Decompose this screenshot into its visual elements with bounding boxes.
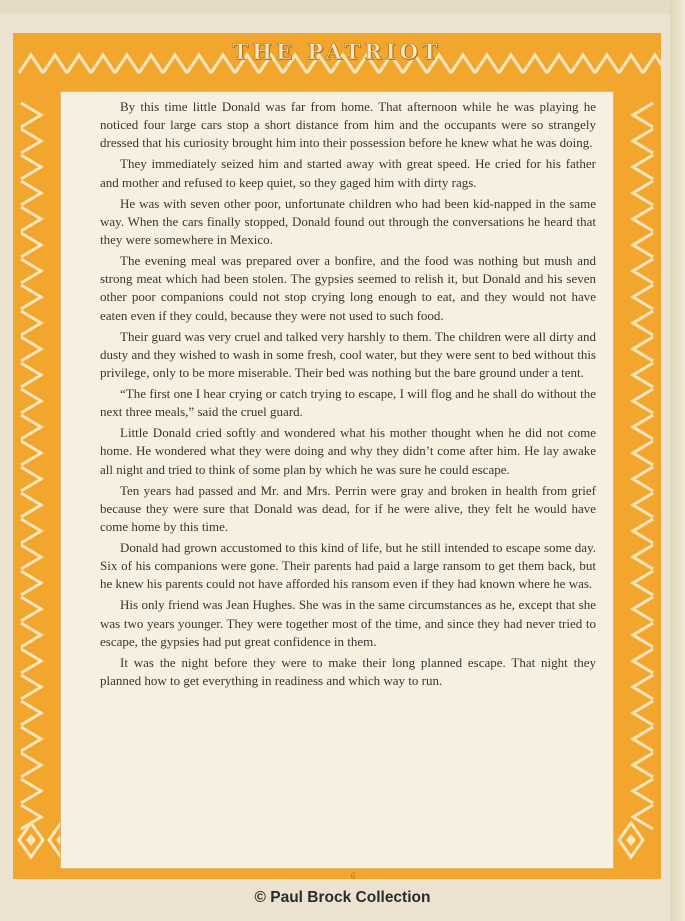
border-chevron: [21, 311, 41, 335]
paragraph: He was with seven other poor, unfortunate children who had been kid-napped in the same way. When the cars finally stopped, Donald found out through the conversations he heard that they were somewhere in Mexico.: [100, 195, 596, 248]
border-chevron: [21, 649, 41, 673]
border-chevron: [633, 649, 653, 673]
border-chevron: [21, 779, 41, 803]
paragraph: The evening meal was prepared over a bonfire, and the food was nothing but mush and strong meat which had been stolen. The gypsies seemed to relish it, but Donald and his seven other poor companions could not stop crying long enough to eat, and they would not have eaten even if they could, because they were not used to such food.: [100, 253, 596, 323]
border-chevron: [633, 441, 653, 465]
border-chevron: [21, 753, 41, 777]
border-chevron: [633, 571, 653, 595]
page-edge-top: [0, 0, 685, 14]
paragraph: They immediately seized him and started away with great speed. He cried for his father and mother and refused to keep quiet, so they gaged him with dirty rags.: [100, 156, 596, 190]
border-chevron: [633, 389, 653, 413]
border-chevron: [633, 103, 653, 127]
border-chevron: [633, 779, 653, 803]
border-chevron: [21, 129, 41, 153]
border-chevron: [21, 389, 41, 413]
border-chevron: [633, 597, 653, 621]
page-title: THE PATRIOT: [232, 39, 442, 64]
border-chevron: [21, 597, 41, 621]
border-chevron: [633, 467, 653, 491]
border-chevron: [633, 285, 653, 309]
border-diamond: [626, 834, 636, 846]
border-chevron: [633, 233, 653, 257]
border-chevron: [21, 519, 41, 543]
border-chevron: [21, 493, 41, 517]
border-chevron: [633, 545, 653, 569]
paragraph: “The first one I hear crying or catch trying to escape, I will flog and he shall do without the next three meals,” said the cruel guard.: [100, 386, 596, 420]
paragraph: It was the night before they were to make their long planned escape. That night they planned how to get everything in readiness and which way to run.: [100, 654, 596, 689]
border-chevron: [21, 623, 41, 647]
page-number: 6: [350, 871, 356, 881]
border-chevron: [21, 701, 41, 725]
border-chevron: [633, 701, 653, 725]
paragraph: By this time little Donald was far from home. That afternoon while he was playing he noticed four large cars stop a short distance from him and the occupants were so strangely dressed that his curiosity brought him into their possession before he knew what he was doing.: [100, 99, 596, 151]
border-chevron: [633, 415, 653, 439]
border-chevron: [21, 207, 41, 231]
border-chevron: [633, 363, 653, 387]
border-diamond: [26, 834, 36, 846]
border-chevron: [633, 805, 653, 829]
border-chevron: [21, 285, 41, 309]
border-chevron: [21, 233, 41, 257]
border-chevron: [633, 493, 653, 517]
border-chevron: [21, 571, 41, 595]
border-chevron: [633, 311, 653, 335]
story-text: [100, 98, 596, 693]
border-chevron: [21, 467, 41, 491]
border-chevron: [633, 623, 653, 647]
border-chevron: [21, 415, 41, 439]
border-chevron: [633, 155, 653, 179]
border-chevron: [633, 129, 653, 153]
border-chevron: [21, 259, 41, 283]
border-chevron: [21, 675, 41, 699]
border-chevron: [21, 727, 41, 751]
paragraph: Ten years had passed and Mr. and Mrs. Perrin were gray and broken in health from grief because they were sure that Donald was dead, for if he were alive, they felt he would have come home by this time.: [100, 482, 596, 535]
border-chevron: [633, 753, 653, 777]
border-chevron: [21, 545, 41, 569]
copyright-credit: © Paul Brock Collection: [254, 889, 431, 906]
border-chevron: [21, 441, 41, 465]
border-chevron: [633, 519, 653, 543]
paragraph: His only friend was Jean Hughes. She was in the same circumstances as he, except that she was two years younger. They were together most of the time, and since they had never tried to escape, the gypsies had put great confidence in them.: [100, 597, 596, 649]
border-chevron: [21, 103, 41, 127]
paragraph: Little Donald cried softly and wondered what his mother thought when he did not come home. He wondered what they were doing and why they didn’t come after him. He lay awake all night and tried to think of some plan by which he was sure he could escape.: [100, 425, 596, 477]
border-chevron: [21, 155, 41, 179]
border-chevron: [21, 181, 41, 205]
border-chevron: [633, 727, 653, 751]
border-chevron: [21, 337, 41, 361]
border-chevron: [633, 181, 653, 205]
paragraph: Donald had grown accustomed to this kind of life, but he still intended to escape some day. Six of his companions were gone. Their parents had paid a large ransom to get them back, but he knew his parents could not have afforded his ransom even if they had known where he was.: [100, 540, 596, 592]
border-chevron: [633, 259, 653, 283]
border-chevron: [633, 675, 653, 699]
border-chevron: [633, 207, 653, 231]
border-chevron: [633, 337, 653, 361]
page-edge-right: [670, 0, 685, 921]
border-chevron: [21, 363, 41, 387]
paragraph: Their guard was very cruel and talked very harshly to them. The children were all dirty and dusty and they wished to wash in some fresh, cool water, but they were sent to bed without this privilege, only to be more miserable. Their bed was nothing but the bare ground under a tent.: [100, 328, 596, 381]
